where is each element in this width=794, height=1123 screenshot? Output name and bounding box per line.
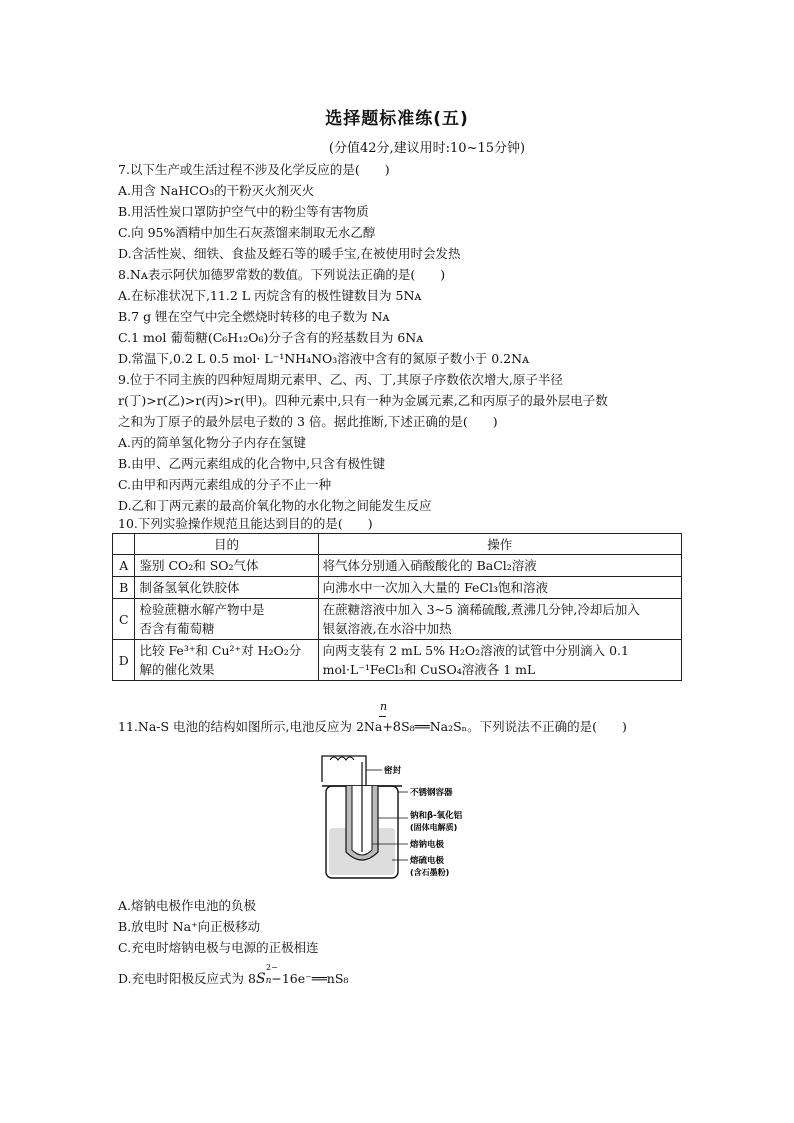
cell-text: mol·L⁻¹FeCl₃和 CuSO₄溶液各 1 mL <box>322 662 536 677</box>
page-title: 选择题标准练(五) <box>325 109 469 129</box>
q9-option-d: D.乙和丁两元素的最高价氧化物的水化物之间能发生反应 <box>118 498 432 513</box>
page-subtitle: (分值42分,建议用时:10~15分钟) <box>328 141 526 156</box>
q11-option-a: A.熔钠电极作电池的负极 <box>118 898 257 913</box>
q11-option-d-part-2: −16e⁻══nS₈ <box>271 971 349 986</box>
q8-stem: 8.Nᴀ表示阿伏加德罗常数的数值。下列说法正确的是( ) <box>118 267 446 282</box>
q11-option-b: B.放电时 Na⁺向正极移动 <box>118 919 261 934</box>
row-purpose <box>135 577 318 599</box>
coil-wire <box>322 756 366 786</box>
cell-text: 在蔗糖溶液中加入 3~5 滴稀硫酸,煮沸几分钟,冷却后加入 <box>322 602 640 617</box>
q11-fraction-bar <box>379 716 386 717</box>
cell-text: 比较 Fe³⁺和 Cu²⁺对 H₂O₂分 <box>139 643 302 658</box>
label-sodium-electrode: 熔钠电极 <box>410 840 445 850</box>
row-operation <box>318 640 681 681</box>
cell-text: 制备氢氧化铁胶体 <box>139 580 240 595</box>
q8-option-c: C.1 mol 葡萄糖(C₆H₁₂O₆)分子含有的羟基数目为 6Nᴀ <box>118 330 424 345</box>
q9-stem-line-3: 之和为丁原子的最外层电子数的 3 倍。据此推断,下述正确的是( ) <box>118 414 498 429</box>
q8-option-b: B.7 g 锂在空气中完全燃烧时转移的电子数为 Nᴀ <box>118 309 390 324</box>
na-s-battery-diagram <box>316 752 486 884</box>
q11-stem-part-2: S₈══Na₂Sₙ。下列说法不正确的是( ) <box>401 719 627 734</box>
row-operation <box>318 555 681 577</box>
table-row <box>113 640 682 681</box>
row-key: C <box>113 599 135 640</box>
q9-option-c: C.由甲和丙两元素组成的分子不止一种 <box>118 477 332 492</box>
table-row <box>113 555 682 577</box>
label-container: 不锈钢容器 <box>410 788 453 798</box>
table-row <box>113 577 682 599</box>
cell-text: 检验蔗糖水解产物中是 <box>139 602 265 617</box>
q7-option-c: C.向 95%酒精中加生石灰蒸馏来制取无水乙醇 <box>118 225 376 240</box>
label-alumina: 钠和β-氧化铝 <box>410 811 463 821</box>
q11-fraction-denominator: 8 <box>392 720 402 735</box>
q8-option-a: A.在标准状况下,11.2 L 丙烷含有的极性键数目为 5Nᴀ <box>118 288 422 303</box>
q10-stem: 10.下列实验操作规范且能达到目的的是( ) <box>118 516 373 531</box>
q7-option-a: A.用含 NaHCO₃的干粉灭火剂灭火 <box>118 183 315 198</box>
q9-stem-line-2: r(丁)>r(乙)>r(丙)>r(甲)。四种元素中,只有一种为金属元素,乙和丙原子的最外层电子数 <box>118 393 608 408</box>
q11-fraction-numerator: n <box>380 700 388 713</box>
row-key: A <box>113 555 135 577</box>
table-row <box>113 599 682 640</box>
label-alumina-note: (固体电解质) <box>410 823 458 832</box>
q7-option-b: B.用活性炭口罩防护空气中的粉尘等有害物质 <box>118 204 369 219</box>
q11-stem-part-1: 11.Na-S 电池的结构如图所示,电池反应为 2Na+ <box>118 719 393 734</box>
cell-text: 向两支装有 2 mL 5% H₂O₂溶液的试管中分别滴入 0.1 <box>322 643 629 658</box>
table-header-key <box>113 534 135 555</box>
cell-text: 鉴别 CO₂和 SO₂气体 <box>139 558 259 573</box>
table-header-operation: 操作 <box>318 534 681 555</box>
row-operation <box>318 577 681 599</box>
q11-sulfide-symbol: S <box>255 971 266 987</box>
row-purpose <box>135 555 318 577</box>
row-purpose <box>135 640 318 681</box>
q11-option-d-sulfide <box>255 963 278 987</box>
label-seal: 密封 <box>384 766 402 776</box>
q11-option-d <box>118 963 349 990</box>
q11-stem <box>118 718 627 737</box>
q11-option-d-part-1: D.充电时阳极反应式为 8 <box>118 971 256 986</box>
q11-option-c: C.充电时熔钠电极与电源的正极相连 <box>118 940 319 955</box>
row-purpose <box>135 599 318 640</box>
q8-option-d: D.常温下,0.2 L 0.5 mol· L⁻¹NH₄NO₃溶液中含有的氮原子数小于 0.2Nᴀ <box>118 351 530 366</box>
table-header-purpose: 目的 <box>135 534 318 555</box>
q11-sulfide-subscript: n <box>265 976 272 986</box>
cell-text: 向沸水中一次加入大量的 FeCl₃饱和溶液 <box>322 580 549 595</box>
cell-text: 解的催化效果 <box>139 662 215 677</box>
q7-stem: 7.以下生产或生活过程不涉及化学反应的是( ) <box>118 162 390 177</box>
q9-option-b: B.由甲、乙两元素组成的化合物中,只含有极性键 <box>118 456 386 471</box>
row-operation <box>318 599 681 640</box>
row-key: D <box>113 640 135 681</box>
q10-table <box>112 533 682 681</box>
coil-loops <box>330 757 354 760</box>
row-key: B <box>113 577 135 599</box>
q7-option-d: D.含活性炭、细铁、食盐及蛭石等的暖手宝,在被使用时会发热 <box>118 246 461 261</box>
label-sulfur-note: (含石墨粉) <box>410 868 450 877</box>
q9-stem-line-1: 9.位于不同主族的四种短周期元素甲、乙、丙、丁,其原子序数依次增大,原子半径 <box>118 372 563 387</box>
cell-text: 否含有葡萄糖 <box>139 621 215 636</box>
cell-text: 银氨溶液,在水浴中加热 <box>322 621 452 636</box>
cell-text: 将气体分别通入硝酸酸化的 BaCl₂溶液 <box>322 558 537 573</box>
label-sulfur-electrode: 熔硫电极 <box>410 856 445 866</box>
table-header-row <box>113 534 682 555</box>
q11-sulfide-charge: 2− <box>265 963 278 972</box>
q9-option-a: A.丙的简单氢化物分子内存在氢键 <box>118 435 307 450</box>
